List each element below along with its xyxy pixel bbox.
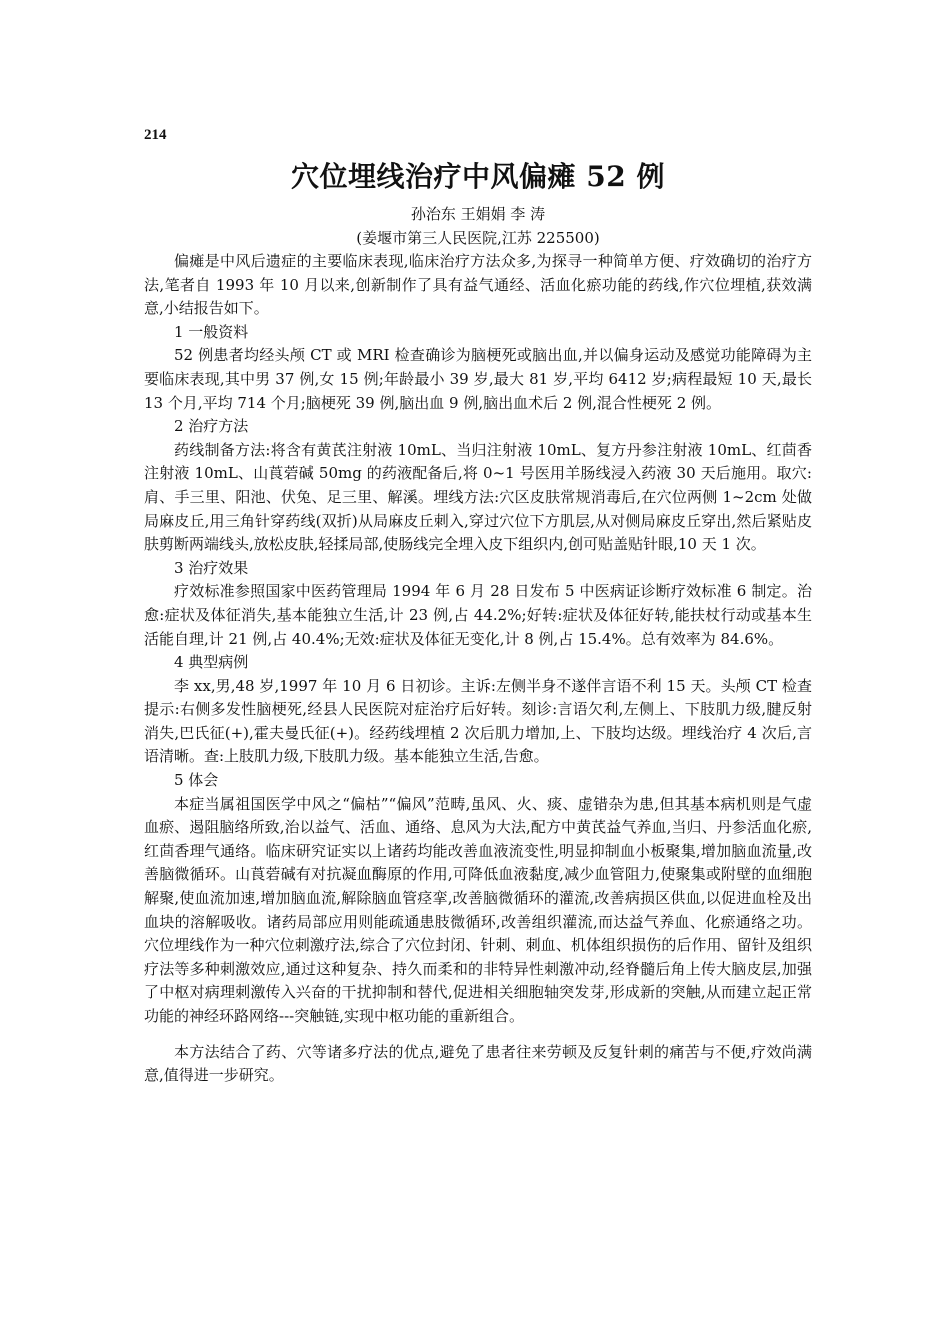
conclusion-paragraph: 本方法结合了药、穴等诸多疗法的优点,避免了患者往来劳顿及反复针刺的痛苦与不便,疗效尚满意,值得进一步研究。 xyxy=(144,1042,812,1085)
section-heading-discussion: 5 体会 xyxy=(174,771,219,790)
section-heading-treatment-results: 3 治疗效果 xyxy=(174,558,249,577)
page-number: 214 xyxy=(144,127,167,143)
affiliation: (姜堰市第三人民医院,江苏 225500) xyxy=(356,229,600,247)
article-body xyxy=(144,250,812,1088)
section-heading-typical-case: 4 典型病例 xyxy=(174,653,249,672)
section-heading-treatment-method: 2 治疗方法 xyxy=(174,417,249,436)
article-title: 穴位埋线治疗中风偏瘫 52 例 xyxy=(291,160,665,193)
section-paragraph-treatment-method: 药线制备方法:将含有黄芪注射液 10mL、当归注射液 10mL、复方丹参注射液 10mL、红茴香注射液 10mL、山莨菪碱 50mg 的药液配备后,将 0~1 号医用羊肠线浸入药液 30 天后施用。取穴:肩、手三里、阳池、伏兔、足三里、解溪。埋线方法:穴区皮肤常规消毒后,在穴位两侧 1~2cm 处做局麻皮丘,用三角针穿药线(双折)从局麻皮丘刺入,穿过穴位下方肌层,从对侧局麻皮丘穿出,然后紧贴皮肤剪断两端线头,放松皮肤,轻揉局部,使肠线完全埋入皮下组织内,创可贴盖贴针眼,10 天 1 次。 xyxy=(144,440,812,554)
section-paragraph-general-info: 52 例患者均经头颅 CT 或 MRI 检查确诊为脑梗死或脑出血,并以偏身运动及感觉功能障碍为主要临床表现,其中男 37 例,女 15 例;年龄最小 39 岁,最大 81 岁,平均 6412 岁;病程最短 10 天,最长 13 个月,平均 714 个月;脑梗死 39 例,脑出血 9 例,脑出血术后 2 例,混合性梗死 2 例。 xyxy=(144,346,812,412)
section-paragraph-discussion: 本症当属祖国医学中风之“偏枯”“偏风”范畴,虽风、火、痰、虚错杂为患,但其基本病机则是气虚血瘀、遏阻脑络所致,治以益气、活血、通络、息风为大法,配方中黄芪益气养血,当归、丹参活血化瘀,红茴香理气通络。临床研究证实以上诸药均能改善血液流变性,明显抑制血小板聚集,增加脑血流量,改善脑微循环。山莨菪碱有对抗凝血酶原的作用,可降低血液黏度,减少血管阻力,使聚集或附壁的血细胞解聚,使血流加速,增加脑血流,解除脑血管痉挛,改善脑微循环的灌流,改善病损区供血,以促进血栓及出血块的溶解吸收。诸药局部应用则能疏通患肢微循环,改善组织灌流,而达益气养血、化瘀通络之功。穴位埋线作为一种穴位刺激疗法,综合了穴位封闭、针刺、刺血、机体组织损伤的后作用、留针及组织疗法等多种刺激效应,通过这种复杂、持久而柔和的非特异性刺激冲动,经脊髓后角上传大脑皮层,加强了中枢对病理刺激传入兴奋的干扰抑制和替代,促进相关细胞轴突发芽,形成新的突触,从而建立起正常功能的神经环路网络---突触链,实现中枢功能的重新组合。 xyxy=(144,794,812,1025)
authors: 孙治东 王娟娟 李 涛 xyxy=(410,205,546,223)
section-heading-general-info: 1 一般资料 xyxy=(174,322,249,341)
section-paragraph-treatment-results: 疗效标准参照国家中医药管理局 1994 年 6 月 28 日发布 5 中医病证诊断疗效标准 6 制定。治愈:症状及体征消失,基本能独立生活,计 23 例,占 44.2%;好转:症状及体征好转,能扶杖行动或基本生活能自理,计 21 例,占 40.4%;无效:症状及体征无变化,计 8 例,占 15.4%。总有效率为 84.6%。 xyxy=(144,582,812,648)
section-paragraph-typical-case: 李 xx,男,48 岁,1997 年 10 月 6 日初诊。主诉:左侧半身不遂伴言语不利 15 天。头颅 CT 检查提示:右侧多发性脑梗死,经县人民医院对症治疗后好转。刻诊:言语欠利,左侧上、下肢肌力级,腱反射消失,巴氏征(+),霍夫曼氏征(+)。经药线埋植 2 次后肌力增加,上、下肢均达级。埋线治疗 4 次后,言语清晰。查:上肢肌力级,下肢肌力级。基本能独立生活,告愈。 xyxy=(144,676,812,766)
intro-paragraph: 偏瘫是中风后遗症的主要临床表现,临床治疗方法众多,为探寻一种简单方便、疗效确切的治疗方法,笔者自 1993 年 10 月以来,创新制作了具有益气通经、活血化瘀功能的药线,作穴位埋植,获效满意,小结报告如下。 xyxy=(144,252,812,318)
